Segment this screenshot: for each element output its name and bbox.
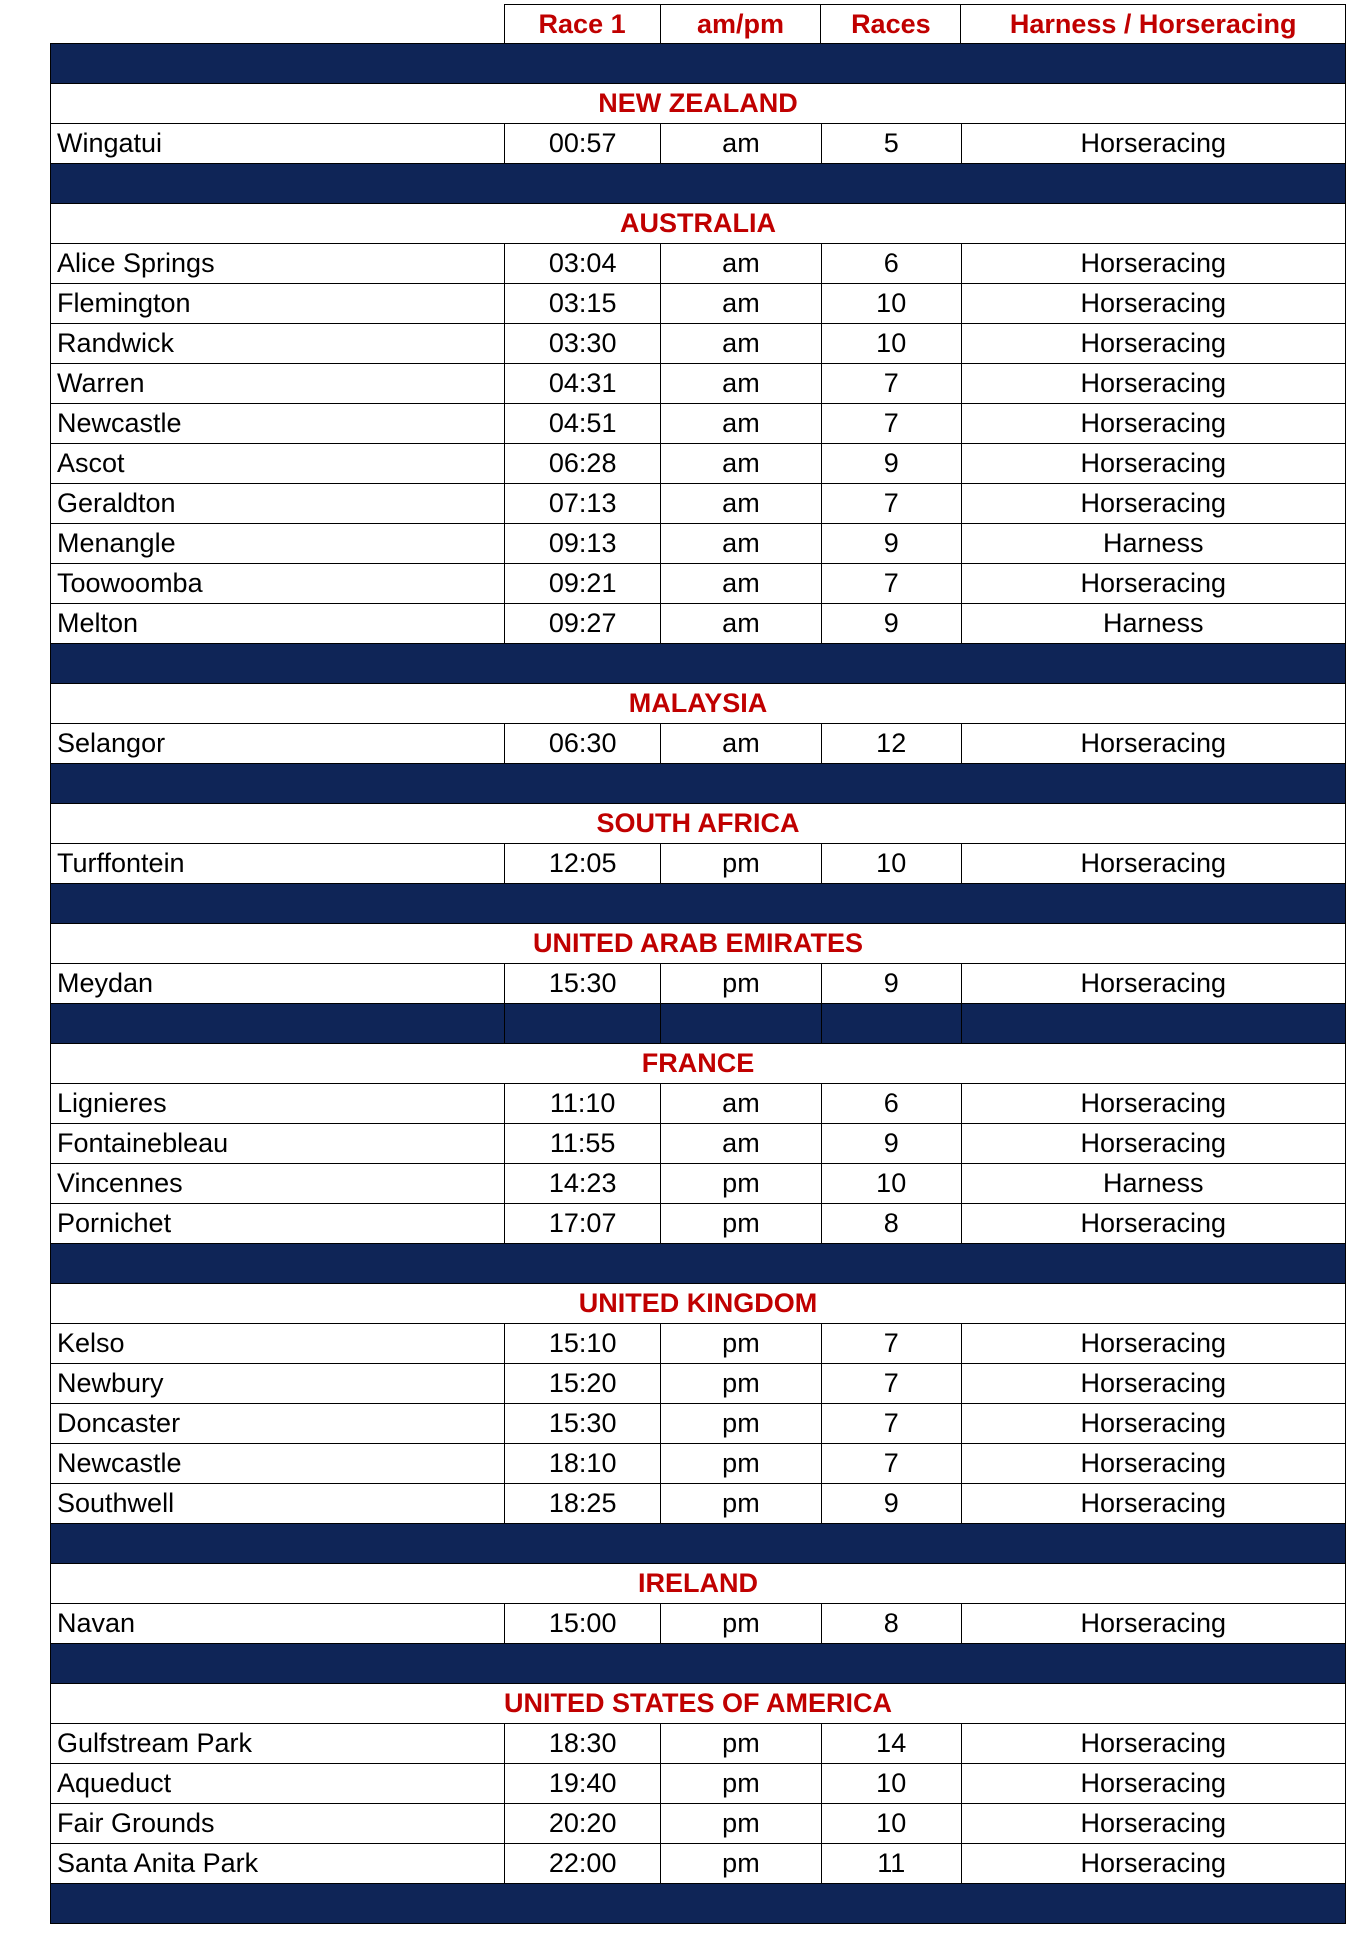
venue-cell: Vincennes bbox=[51, 1164, 505, 1203]
race1-time-cell: 20:20 bbox=[505, 1804, 661, 1843]
race-type-cell: Horseracing bbox=[1080, 1128, 1227, 1158]
ampm-cell: am bbox=[661, 404, 822, 443]
country-row bbox=[50, 204, 1346, 244]
ampm-cell: pm bbox=[661, 844, 822, 883]
race-type-cell: Horseracing bbox=[1080, 1608, 1227, 1638]
table-row bbox=[50, 1764, 1346, 1804]
race-type-cell: Horseracing bbox=[1080, 1728, 1227, 1758]
race1-time-cell: 03:04 bbox=[505, 244, 661, 283]
race-type-cell: Horseracing bbox=[1080, 1088, 1227, 1118]
races-count-cell: 8 bbox=[822, 1204, 962, 1243]
venue-cell: Gulfstream Park bbox=[51, 1724, 505, 1763]
race-type-cell: Horseracing bbox=[1080, 1808, 1227, 1838]
table-row bbox=[50, 724, 1346, 764]
race-type-cell: Horseracing bbox=[1080, 408, 1227, 438]
ampm-cell: am bbox=[661, 284, 822, 323]
header-ampm: am/pm bbox=[661, 4, 822, 43]
ampm-cell: pm bbox=[661, 1804, 822, 1843]
races-count-cell: 10 bbox=[822, 324, 962, 363]
venue-cell: Geraldton bbox=[51, 484, 505, 523]
table-row bbox=[50, 284, 1346, 324]
race-type-cell: Horseracing bbox=[1080, 328, 1227, 358]
race-type-cell: Horseracing bbox=[1080, 288, 1227, 318]
race1-time-cell: 11:55 bbox=[505, 1124, 661, 1163]
band-segment bbox=[505, 1004, 661, 1043]
ampm-cell: am bbox=[661, 484, 822, 523]
venue-cell: Newcastle bbox=[51, 404, 505, 443]
races-count-cell: 12 bbox=[822, 724, 962, 763]
race-type-cell: Horseracing bbox=[1080, 968, 1227, 998]
venue-cell: Randwick bbox=[51, 324, 505, 363]
races-count-cell: 9 bbox=[822, 444, 962, 483]
race-type-cell: Horseracing bbox=[1080, 488, 1227, 518]
races-count-cell: 7 bbox=[822, 364, 962, 403]
race1-time-cell: 06:28 bbox=[505, 444, 661, 483]
race1-time-cell: 04:51 bbox=[505, 404, 661, 443]
ampm-cell: pm bbox=[661, 1164, 822, 1203]
races-count-cell: 7 bbox=[822, 484, 962, 523]
country-title: SOUTH AFRICA bbox=[596, 808, 800, 838]
country-row bbox=[50, 684, 1346, 724]
ampm-cell: pm bbox=[661, 1204, 822, 1243]
race1-time-cell: 15:10 bbox=[505, 1324, 661, 1363]
country-row bbox=[50, 1284, 1346, 1324]
venue-cell: Fair Grounds bbox=[51, 1804, 505, 1843]
country-title: UNITED KINGDOM bbox=[578, 1288, 818, 1318]
race-type-cell: Horseracing bbox=[1080, 1368, 1227, 1398]
ampm-cell: pm bbox=[661, 1724, 822, 1763]
races-count-cell: 10 bbox=[822, 844, 962, 883]
venue-cell: Ascot bbox=[51, 444, 505, 483]
ampm-cell: am bbox=[661, 124, 822, 163]
band-segment bbox=[51, 1004, 505, 1043]
venue-cell: Flemington bbox=[51, 284, 505, 323]
venue-cell: Fontainebleau bbox=[51, 1124, 505, 1163]
race1-time-cell: 17:07 bbox=[505, 1204, 661, 1243]
country-title: IRELAND bbox=[638, 1568, 758, 1598]
race-type-cell: Horseracing bbox=[1080, 1488, 1227, 1518]
race1-time-cell: 15:20 bbox=[505, 1364, 661, 1403]
races-count-cell: 9 bbox=[822, 1124, 962, 1163]
race1-time-cell: 15:30 bbox=[505, 1404, 661, 1443]
venue-cell: Lignieres bbox=[51, 1084, 505, 1123]
table-row bbox=[50, 364, 1346, 404]
country-row bbox=[50, 1044, 1346, 1084]
race-type-cell: Horseracing bbox=[1080, 448, 1227, 478]
table-row bbox=[50, 564, 1346, 604]
band-segment bbox=[822, 1004, 962, 1043]
ampm-cell: am bbox=[661, 604, 822, 643]
section-band bbox=[50, 1244, 1346, 1284]
table-row bbox=[50, 844, 1346, 884]
table-row bbox=[50, 1324, 1346, 1364]
venue-cell: Selangor bbox=[51, 724, 505, 763]
races-count-cell: 11 bbox=[822, 1844, 962, 1883]
section-band bbox=[50, 884, 1346, 924]
race1-time-cell: 15:30 bbox=[505, 964, 661, 1003]
races-count-cell: 9 bbox=[822, 524, 962, 563]
table-row bbox=[50, 444, 1346, 484]
venue-cell: Toowoomba bbox=[51, 564, 505, 603]
races-count-cell: 5 bbox=[822, 124, 962, 163]
ampm-cell: am bbox=[661, 364, 822, 403]
table-row bbox=[50, 1444, 1346, 1484]
races-count-cell: 7 bbox=[822, 1444, 962, 1483]
race1-time-cell: 19:40 bbox=[505, 1764, 661, 1803]
race1-time-cell: 15:00 bbox=[505, 1604, 661, 1643]
venue-cell: Newcastle bbox=[51, 1444, 505, 1483]
ampm-cell: pm bbox=[661, 1324, 822, 1363]
section-band bbox=[50, 1884, 1346, 1924]
race1-time-cell: 07:13 bbox=[505, 484, 661, 523]
race1-time-cell: 12:05 bbox=[505, 844, 661, 883]
section-band bbox=[50, 164, 1346, 204]
venue-cell: Doncaster bbox=[51, 1404, 505, 1443]
race-type-cell: Horseracing bbox=[1080, 248, 1227, 278]
races-count-cell: 9 bbox=[822, 1484, 962, 1523]
races-count-cell: 9 bbox=[822, 964, 962, 1003]
table-row bbox=[50, 244, 1346, 284]
venue-cell: Alice Springs bbox=[51, 244, 505, 283]
races-count-cell: 7 bbox=[822, 1324, 962, 1363]
table-row bbox=[50, 1084, 1346, 1124]
header-venue-blank bbox=[50, 4, 505, 43]
band-segment bbox=[962, 1004, 1345, 1043]
ampm-cell: pm bbox=[661, 1604, 822, 1643]
ampm-cell: pm bbox=[661, 1364, 822, 1403]
section-band bbox=[50, 644, 1346, 684]
race1-time-cell: 09:13 bbox=[505, 524, 661, 563]
table-row bbox=[50, 1404, 1346, 1444]
sections-container bbox=[50, 44, 1346, 1924]
race-schedule-sheet bbox=[50, 4, 1346, 1924]
table-row bbox=[50, 1604, 1346, 1644]
race1-time-cell: 00:57 bbox=[505, 124, 661, 163]
ampm-cell: pm bbox=[661, 1484, 822, 1523]
table-row bbox=[50, 964, 1346, 1004]
venue-cell: Turffontein bbox=[51, 844, 505, 883]
header-race1: Race 1 bbox=[505, 4, 661, 43]
table-row bbox=[50, 1204, 1346, 1244]
ampm-cell: am bbox=[661, 1124, 822, 1163]
country-title: MALAYSIA bbox=[628, 688, 768, 718]
section-band bbox=[50, 1004, 1346, 1044]
race1-time-cell: 14:23 bbox=[505, 1164, 661, 1203]
ampm-cell: pm bbox=[661, 964, 822, 1003]
country-title: UNITED STATES OF AMERICA bbox=[504, 1688, 892, 1718]
ampm-cell: am bbox=[661, 324, 822, 363]
venue-cell: Pornichet bbox=[51, 1204, 505, 1243]
section-band bbox=[50, 764, 1346, 804]
country-row bbox=[50, 1564, 1346, 1604]
table-row bbox=[50, 1844, 1346, 1884]
ampm-cell: am bbox=[661, 244, 822, 283]
race-type-cell: Horseracing bbox=[1080, 1208, 1227, 1238]
race1-time-cell: 18:10 bbox=[505, 1444, 661, 1483]
venue-cell: Navan bbox=[51, 1604, 505, 1643]
venue-cell: Newbury bbox=[51, 1364, 505, 1403]
races-count-cell: 7 bbox=[822, 1364, 962, 1403]
ampm-cell: am bbox=[661, 724, 822, 763]
header-row bbox=[50, 4, 1346, 44]
races-count-cell: 6 bbox=[822, 1084, 962, 1123]
race-type-cell: Horseracing bbox=[1080, 1328, 1227, 1358]
band-segment bbox=[661, 1004, 822, 1043]
ampm-cell: pm bbox=[661, 1764, 822, 1803]
races-count-cell: 14 bbox=[822, 1724, 962, 1763]
country-title: AUSTRALIA bbox=[620, 208, 776, 238]
race-type-cell: Horseracing bbox=[1080, 568, 1227, 598]
races-count-cell: 10 bbox=[822, 1804, 962, 1843]
race-type-cell: Horseracing bbox=[1080, 128, 1227, 158]
venue-cell: Wingatui bbox=[51, 124, 505, 163]
venue-cell: Menangle bbox=[51, 524, 505, 563]
race-type-cell: Horseracing bbox=[1080, 1448, 1227, 1478]
ampm-cell: am bbox=[661, 564, 822, 603]
country-row bbox=[50, 84, 1346, 124]
race1-time-cell: 11:10 bbox=[505, 1084, 661, 1123]
race1-time-cell: 03:15 bbox=[505, 284, 661, 323]
venue-cell: Kelso bbox=[51, 1324, 505, 1363]
race1-time-cell: 18:25 bbox=[505, 1484, 661, 1523]
table-row bbox=[50, 524, 1346, 564]
race1-time-cell: 04:31 bbox=[505, 364, 661, 403]
race-type-cell: Harness bbox=[1103, 1168, 1204, 1198]
race-type-cell: Harness bbox=[1103, 608, 1204, 638]
venue-cell: Melton bbox=[51, 604, 505, 643]
table-row bbox=[50, 484, 1346, 524]
ampm-cell: am bbox=[661, 444, 822, 483]
race1-time-cell: 09:27 bbox=[505, 604, 661, 643]
country-title: UNITED ARAB EMIRATES bbox=[533, 928, 863, 958]
race-type-cell: Horseracing bbox=[1080, 848, 1227, 878]
race-type-cell: Horseracing bbox=[1080, 728, 1227, 758]
race1-time-cell: 06:30 bbox=[505, 724, 661, 763]
races-count-cell: 10 bbox=[822, 1164, 962, 1203]
race1-time-cell: 03:30 bbox=[505, 324, 661, 363]
races-count-cell: 10 bbox=[822, 284, 962, 323]
race-type-cell: Horseracing bbox=[1080, 1408, 1227, 1438]
races-count-cell: 9 bbox=[822, 604, 962, 643]
table-row bbox=[50, 404, 1346, 444]
race-type-cell: Horseracing bbox=[1080, 368, 1227, 398]
race-type-cell: Horseracing bbox=[1080, 1848, 1227, 1878]
race1-time-cell: 18:30 bbox=[505, 1724, 661, 1763]
ampm-cell: pm bbox=[661, 1844, 822, 1883]
race-type-cell: Horseracing bbox=[1080, 1768, 1227, 1798]
table-row bbox=[50, 604, 1346, 644]
table-row bbox=[50, 324, 1346, 364]
venue-cell: Santa Anita Park bbox=[51, 1844, 505, 1883]
country-row bbox=[50, 1684, 1346, 1724]
country-row bbox=[50, 804, 1346, 844]
header-races: Races bbox=[821, 4, 961, 43]
races-count-cell: 7 bbox=[822, 564, 962, 603]
table-row bbox=[50, 1724, 1346, 1764]
races-count-cell: 10 bbox=[822, 1764, 962, 1803]
venue-cell: Warren bbox=[51, 364, 505, 403]
country-title: FRANCE bbox=[641, 1048, 755, 1078]
ampm-cell: am bbox=[661, 524, 822, 563]
venue-cell: Meydan bbox=[51, 964, 505, 1003]
table-row bbox=[50, 1124, 1346, 1164]
race-type-cell: Harness bbox=[1103, 528, 1204, 558]
table-row bbox=[50, 124, 1346, 164]
table-row bbox=[50, 1484, 1346, 1524]
race1-time-cell: 09:21 bbox=[505, 564, 661, 603]
country-row bbox=[50, 924, 1346, 964]
races-count-cell: 7 bbox=[822, 404, 962, 443]
header-type: Harness / Horseracing bbox=[961, 4, 1345, 43]
races-count-cell: 8 bbox=[822, 1604, 962, 1643]
races-count-cell: 7 bbox=[822, 1404, 962, 1443]
venue-cell: Aqueduct bbox=[51, 1764, 505, 1803]
races-count-cell: 6 bbox=[822, 244, 962, 283]
ampm-cell: pm bbox=[661, 1444, 822, 1483]
table-row bbox=[50, 1364, 1346, 1404]
section-band bbox=[50, 44, 1346, 84]
ampm-cell: am bbox=[661, 1084, 822, 1123]
venue-cell: Southwell bbox=[51, 1484, 505, 1523]
country-title: NEW ZEALAND bbox=[598, 88, 798, 118]
section-band bbox=[50, 1524, 1346, 1564]
race1-time-cell: 22:00 bbox=[505, 1844, 661, 1883]
table-row bbox=[50, 1164, 1346, 1204]
ampm-cell: pm bbox=[661, 1404, 822, 1443]
table-row bbox=[50, 1804, 1346, 1844]
section-band bbox=[50, 1644, 1346, 1684]
